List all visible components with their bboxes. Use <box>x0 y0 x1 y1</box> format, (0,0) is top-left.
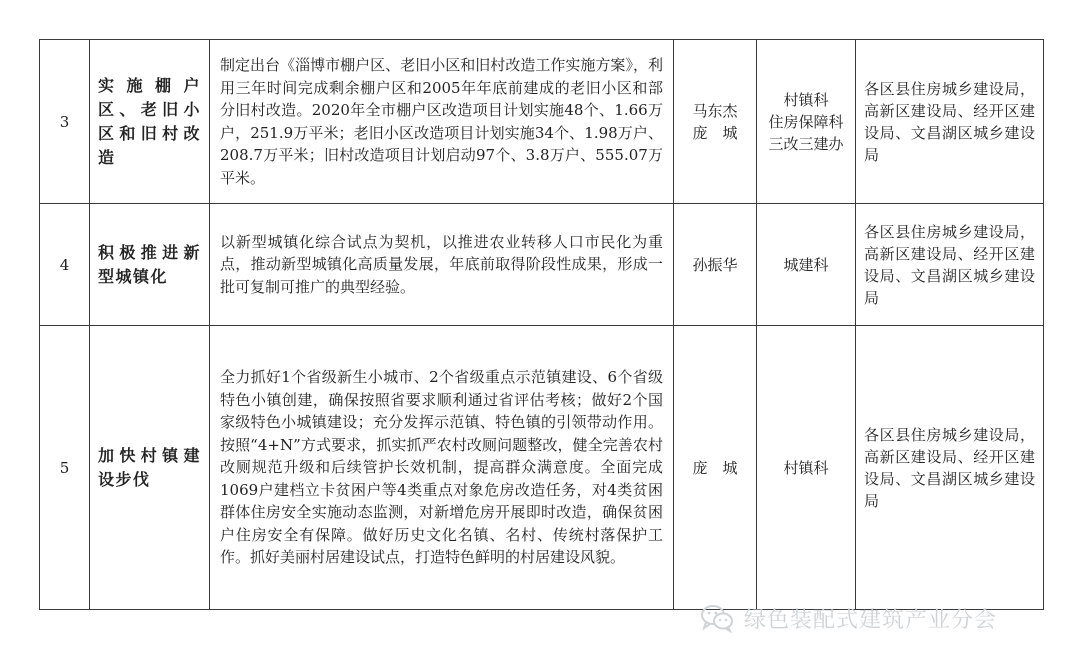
responsible-departments <box>757 204 856 326</box>
responsible-units: 各区县住房城乡建设局，高新区建设局、经开区建设局、文昌湖区城乡建设局 <box>856 40 1044 204</box>
leader-name: 庞 城 <box>692 458 738 477</box>
table-row <box>40 40 1044 204</box>
leader-name: 孙振华 <box>692 255 738 274</box>
leader-name: 庞 城 <box>692 123 738 142</box>
table-row <box>40 326 1044 610</box>
department-name: 村镇科 <box>783 458 829 477</box>
work-task-table <box>39 39 1044 610</box>
department-name: 三改三建办 <box>768 134 844 153</box>
task-title: 实施棚户区、老旧小区和旧村改造 <box>90 40 210 204</box>
task-content: 制定出台《淄博市棚户区、老旧小区和旧村改造工作实施方案》，利用三年时间完成剩余棚户区和2005年年底前建成的老旧小区和部分旧村改造。2020年全市棚户区改造项目计划实施48个、1.66万户，251.9万平米；老旧小区改造项目计划实施34个、1.98万户、208.7万平米；旧村改造项目计划启动97个、3.8万户、555.07万平米。 <box>210 40 674 204</box>
wechat-icon <box>700 603 734 633</box>
responsible-leaders <box>674 40 757 204</box>
task-title: 加快村镇建设步伐 <box>90 326 210 610</box>
watermark-text: 绿色装配式建筑产业分会 <box>744 607 998 633</box>
responsible-departments <box>757 40 856 204</box>
row-number: 4 <box>40 204 90 326</box>
task-content: 以新型城镇化综合试点为契机，以推进农业转移人口市民化为重点，推动新型城镇化高质量发展，年底前取得阶段性成果，形成一批可复制可推广的典型经验。 <box>210 204 674 326</box>
task-content: 全力抓好1个省级新生小城市、2个省级重点示范镇建设、6个省级特色小镇创建，确保按照省要求顺利通过省评估考核；做好2个国家级特色小城镇建设；充分发挥示范镇、特色镇的引领带动作用。按照“4+N”方式要求，抓实抓严农村改厕问题整改，健全完善农村改厕规范升级和后续管护长效机制，提高群众满意度。全面完成1069户建档立卡贫困户等4类重点对象危房改造任务，对4类贫困群体住房安全实施动态监测，对新增危房开展即时改造，确保贫困户住房安全有保障。做好历史文化名镇、名村、传统村落保护工作。抓好美丽村居建设试点，打造特色鲜明的村居建设风貌。 <box>210 326 674 610</box>
responsible-units: 各区县住房城乡建设局，高新区建设局、经开区建设局、文昌湖区城乡建设局 <box>856 326 1044 610</box>
responsible-units: 各区县住房城乡建设局，高新区建设局、经开区建设局、文昌湖区城乡建设局 <box>856 204 1044 326</box>
department-name: 住房保障科 <box>768 112 844 131</box>
responsible-leaders <box>674 204 757 326</box>
watermark <box>700 598 997 638</box>
responsible-leaders <box>674 326 757 610</box>
task-title: 积极推进新型城镇化 <box>90 204 210 326</box>
table-row <box>40 204 1044 326</box>
row-number: 5 <box>40 326 90 610</box>
responsible-departments <box>757 326 856 610</box>
row-number: 3 <box>40 40 90 204</box>
department-name: 村镇科 <box>783 90 829 109</box>
leader-name: 马东杰 <box>692 101 738 120</box>
department-name: 城建科 <box>783 255 829 274</box>
